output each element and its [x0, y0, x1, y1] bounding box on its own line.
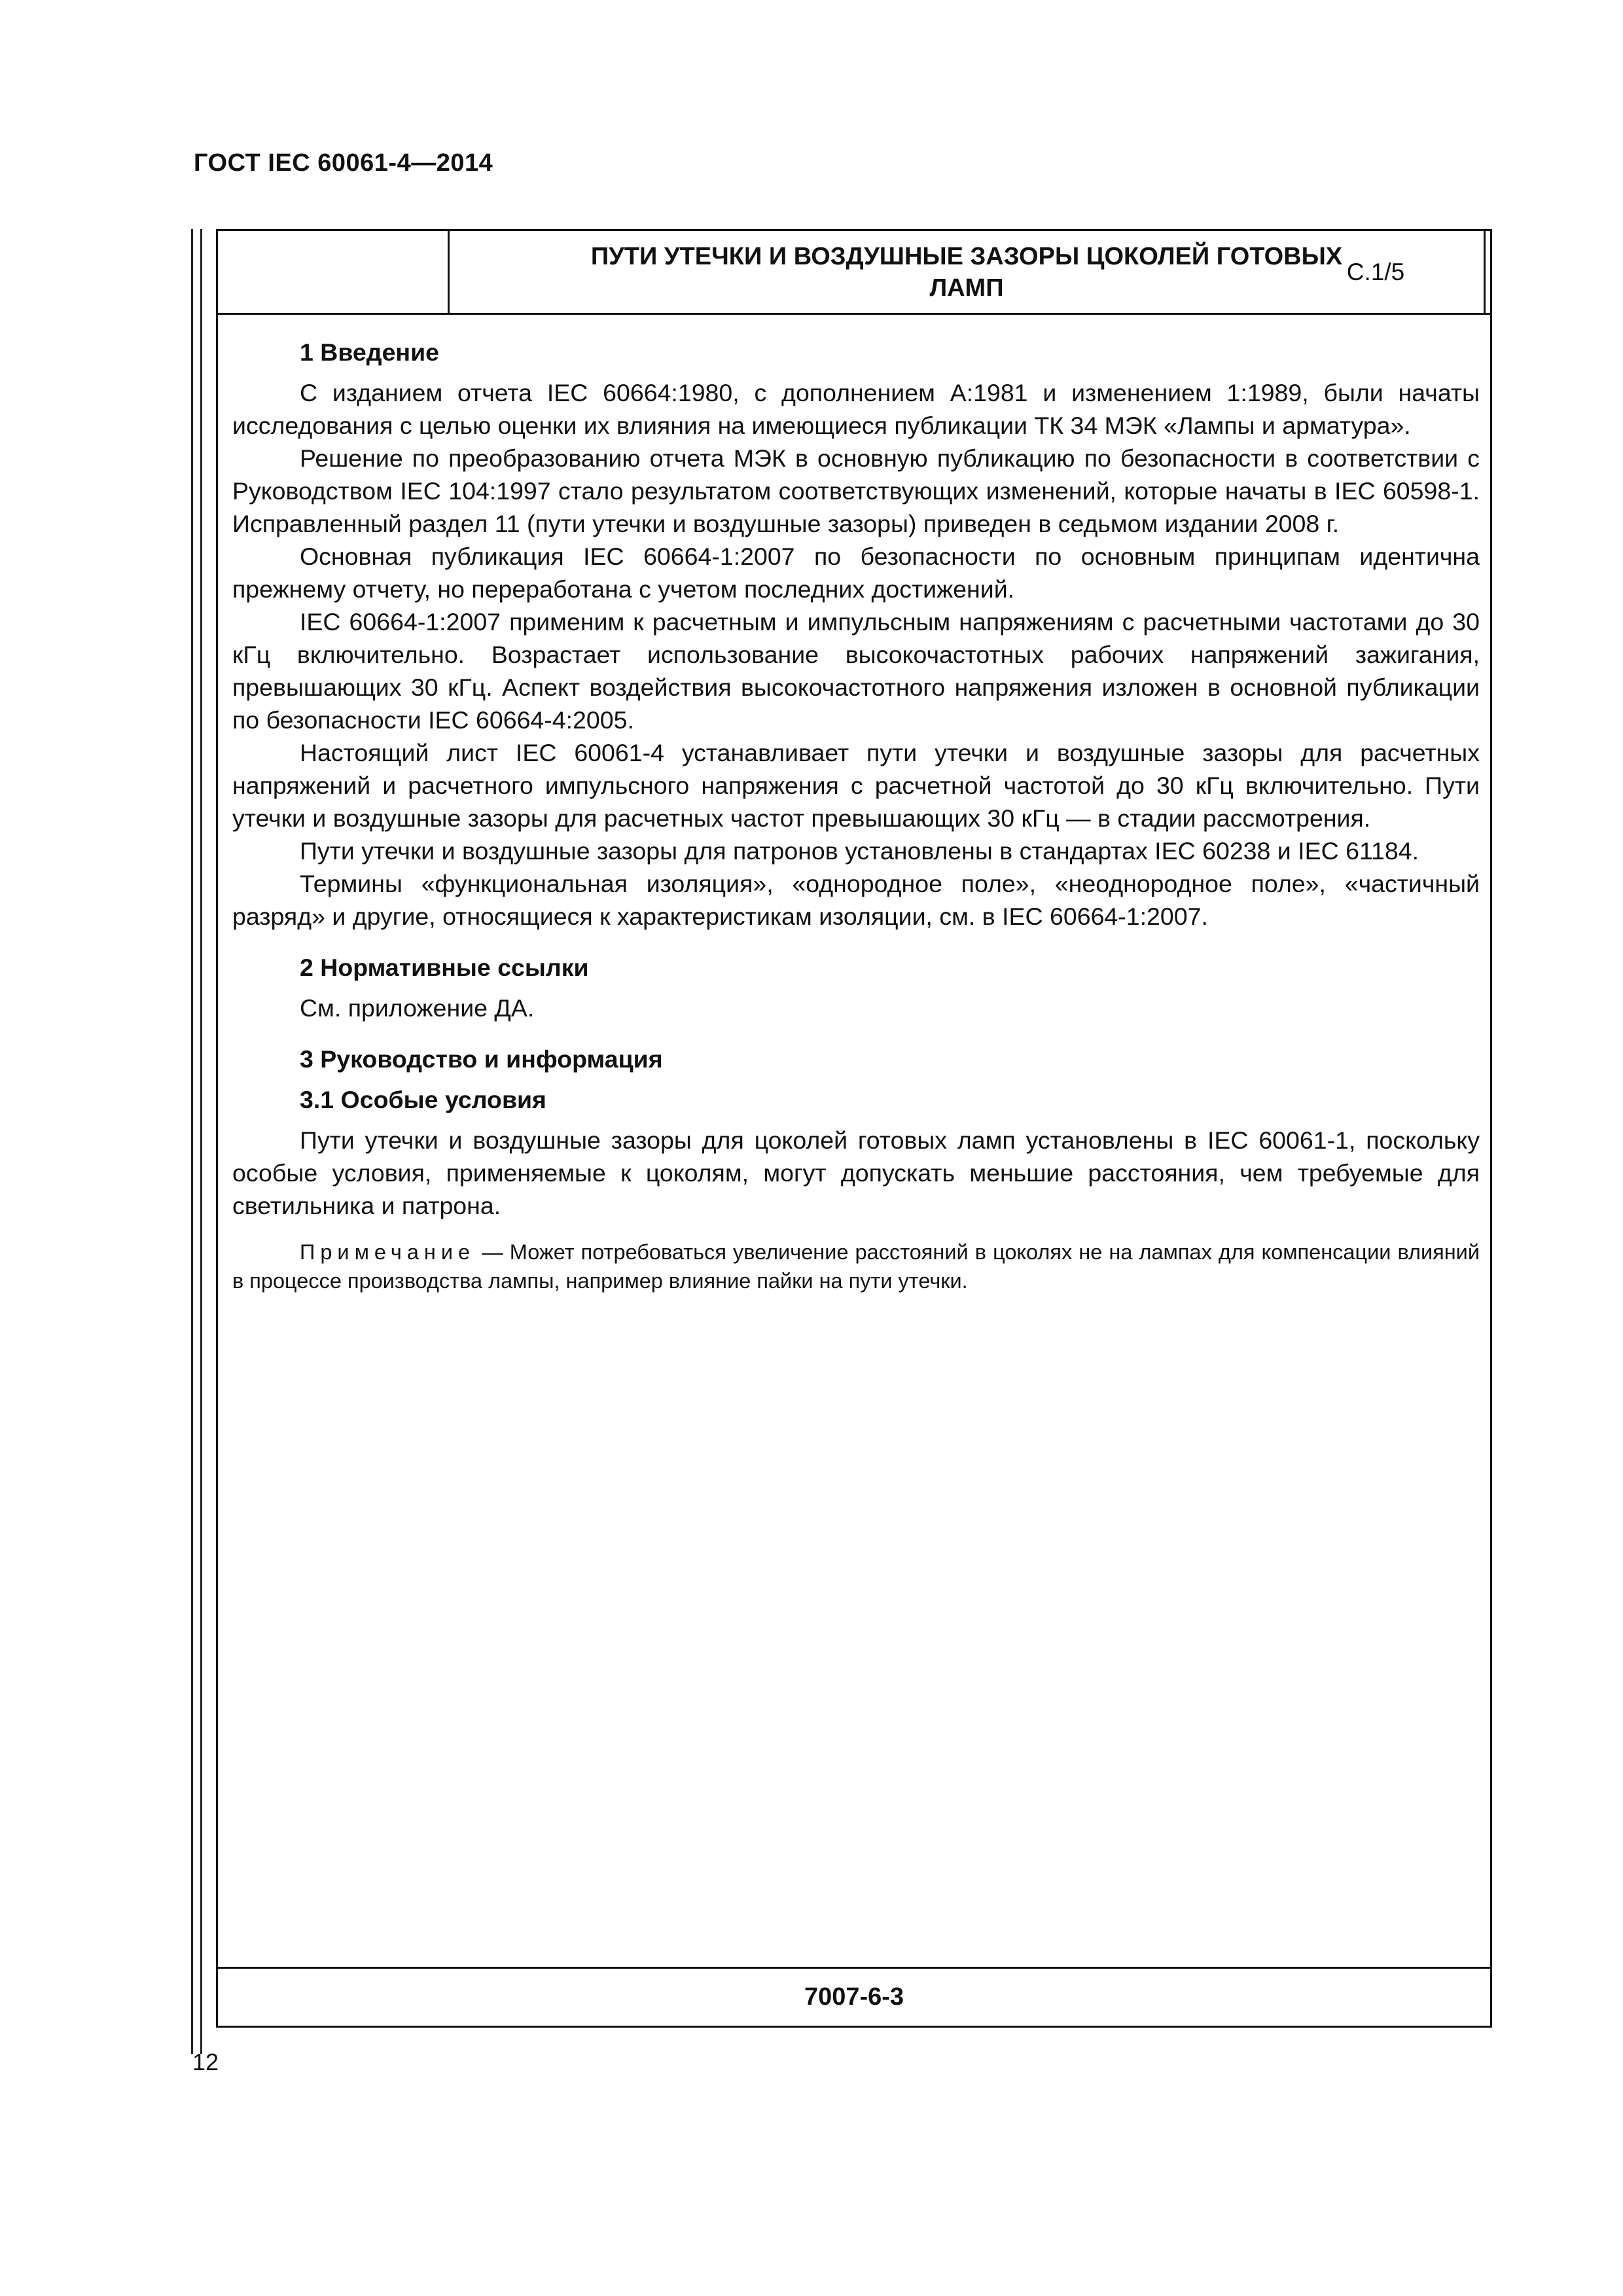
subsection-heading-special-conditions: 3.1 Особые условия	[300, 1086, 546, 1113]
intro-paragraph: Решение по преобразованию отчета МЭК в основную публикацию по безопасности в соответствии с Руководством IEC 104:1997 стало результатом соответствующих изменений, которые начаты в IEC 60598-1. Исправленный раздел 11 (пути утечки и воздушные зазоры) приведен в седьмом издании 2008 г.	[232, 444, 1480, 537]
intro-paragraph: IEC 60664-1:2007 применим к расчетным и импульсным напряжениям с расчетными частотами до 30 кГц включительно. Возрастает использование высокочастотных рабочих напряжений зажигания, превышающих 30 кГц. Аспект воздействия высокочастотного напряжения изложен в основной публикации по безопасности IEC 60664-4:2005.	[232, 608, 1480, 734]
note-label: Примечание	[300, 1240, 476, 1264]
intro-paragraph: Пути утечки и воздушные зазоры для патронов установлены в стандартах IEC 60238 и IEC 61184.	[300, 837, 1419, 865]
sheet-frame	[216, 229, 1492, 2028]
standard-header: ГОСТ IEC 60061-4—2014	[194, 149, 493, 177]
intro-paragraph: Настоящий лист IEC 60061-4 устанавливает пути утечки и воздушные зазоры для расчетных напряжений и расчетного импульсного напряжения с расчетной частотой до 30 кГц включительно. Пути утечки и воздушные зазоры для расчетных частот превышающих 30 кГц — в стадии рассмотрения.	[232, 739, 1480, 832]
page-number: 12	[192, 2049, 219, 2075]
section-heading-guidance: 3 Руководство и информация	[300, 1045, 663, 1073]
section-heading-normative-references: 2 Нормативные ссылки	[300, 954, 589, 981]
binding-margin-line-outer	[191, 229, 193, 2054]
intro-paragraph: С изданием отчета IEC 60664:1980, с дополнением A:1981 и изменением 1:1989, были начаты исследования с целью оценки их влияния на имеющиеся публикации ТК 34 МЭК «Лампы и арматура».	[232, 379, 1480, 439]
special-conditions-text: Пути утечки и воздушные зазоры для цоколей готовых ламп установлены в IEC 60061-1, поскольку особые условия, применяемые к цоколям, могут допускать меньшие расстояния, чем требуемые для светильника и патрона.	[232, 1126, 1480, 1219]
sheet-title: ПУТИ УТЕЧКИ И ВОЗДУШНЫЕ ЗАЗОРЫ ЦОКОЛЕЙ ГОТОВЫХ ЛАМП	[590, 242, 1343, 302]
page-code-cell	[1261, 231, 1490, 313]
sheet-body	[232, 336, 1480, 1295]
section-heading-introduction: 1 Введение	[300, 338, 439, 366]
intro-paragraph: Основная публикация IEC 60664-1:2007 по безопасности по основным принципам идентична прежнему отчету, но переработана с учетом последних достижений.	[232, 543, 1480, 603]
page-code: С.1/5	[1346, 258, 1405, 285]
intro-paragraph: Термины «функциональная изоляция», «однородное поле», «неоднородное поле», «частичный разряд» и другие, относящиеся к характеристикам изоляции, см. в IEC 60664-1:2007.	[232, 870, 1480, 930]
note-paragraph	[232, 1238, 1480, 1295]
title-blank-cell	[218, 231, 450, 313]
sheet-footer-row	[218, 1967, 1490, 2026]
sheet-title-row	[218, 231, 1490, 315]
note-text: — Может потребоваться увеличение расстояний в цоколях не на лампах для компенсации влияний в процессе производства лампы, например влияние пайки на пути утечки.	[232, 1240, 1480, 1293]
sheet-code: 7007-6-3	[804, 1983, 904, 2011]
binding-margin-line-inner	[200, 229, 202, 2054]
normative-references-text: См. приложение ДА.	[300, 994, 535, 1022]
